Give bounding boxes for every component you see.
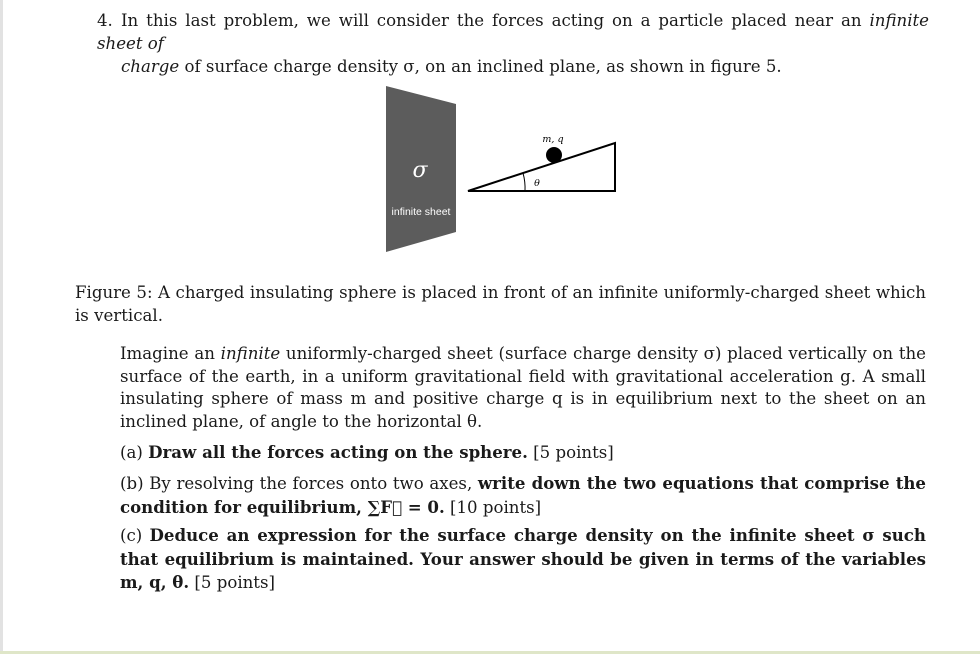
inclined-plane: [468, 143, 615, 191]
angle-arc: [523, 173, 525, 191]
angle-theta-label: θ: [534, 178, 540, 189]
problem-intro-emphasis-2: charge: [121, 57, 180, 76]
part-c-points: [5 points]: [189, 573, 275, 592]
sheet-sigma-symbol: σ: [412, 158, 428, 183]
problem-number: 4.: [97, 11, 113, 30]
body-text-2: uniformly-charged sheet (surface charge density σ) placed vertically on the surface of the earth, in a uniform gravitational field with gravitational acceleration g. A small insulating sphere of mass m and positive charge q is in equilibrium next to the sheet on an inclined plane, of angle to the horizontal θ.: [120, 344, 927, 431]
figure-5: [380, 80, 640, 260]
body-text-1: Imagine an: [120, 344, 221, 363]
problem-statement: [97, 9, 929, 78]
problem-intro-emphasis-1: infinite sheet of: [97, 11, 929, 53]
body-emphasis: infinite: [220, 344, 281, 363]
charged-sphere: [546, 147, 562, 163]
part-b: [120, 472, 926, 519]
part-c-instruction: Deduce an expression for the surface charge density on the infinite sheet σ such that equilibrium is maintained. Your answer should be given in terms of the variables m, q, θ.: [120, 525, 926, 592]
part-c: [120, 524, 926, 595]
part-a: [120, 441, 926, 465]
part-b-points: [10 points]: [444, 497, 542, 517]
figure-diagram: [380, 80, 640, 260]
part-a-instruction: Draw all the forces acting on the sphere.: [148, 442, 528, 462]
sheet-label: infinite sheet: [391, 206, 451, 218]
figure-caption: Figure 5: A charged insulating sphere is placed in front of an infinite uniformly-charged sheet which is vertical.: [75, 283, 926, 325]
problem-intro-text-2: of surface charge density σ, on an inclined plane, as shown in figure 5.: [179, 57, 782, 76]
part-b-prefix: (b) By resolving the forces onto two axes,: [120, 474, 478, 493]
problem-intro-text: In this last problem, we will consider the forces acting on a particle placed near an: [121, 11, 870, 30]
part-a-points: [5 points]: [527, 443, 614, 462]
problem-body-paragraph: [120, 343, 926, 433]
particle-label: m, q: [542, 134, 564, 145]
part-c-prefix: (c): [120, 526, 150, 545]
page-left-edge: [0, 0, 3, 654]
part-b-instruction: write down the two equations that comprise the condition for equilibrium, ∑F⃗ = 0.: [120, 473, 926, 517]
part-a-prefix: (a): [120, 443, 149, 462]
